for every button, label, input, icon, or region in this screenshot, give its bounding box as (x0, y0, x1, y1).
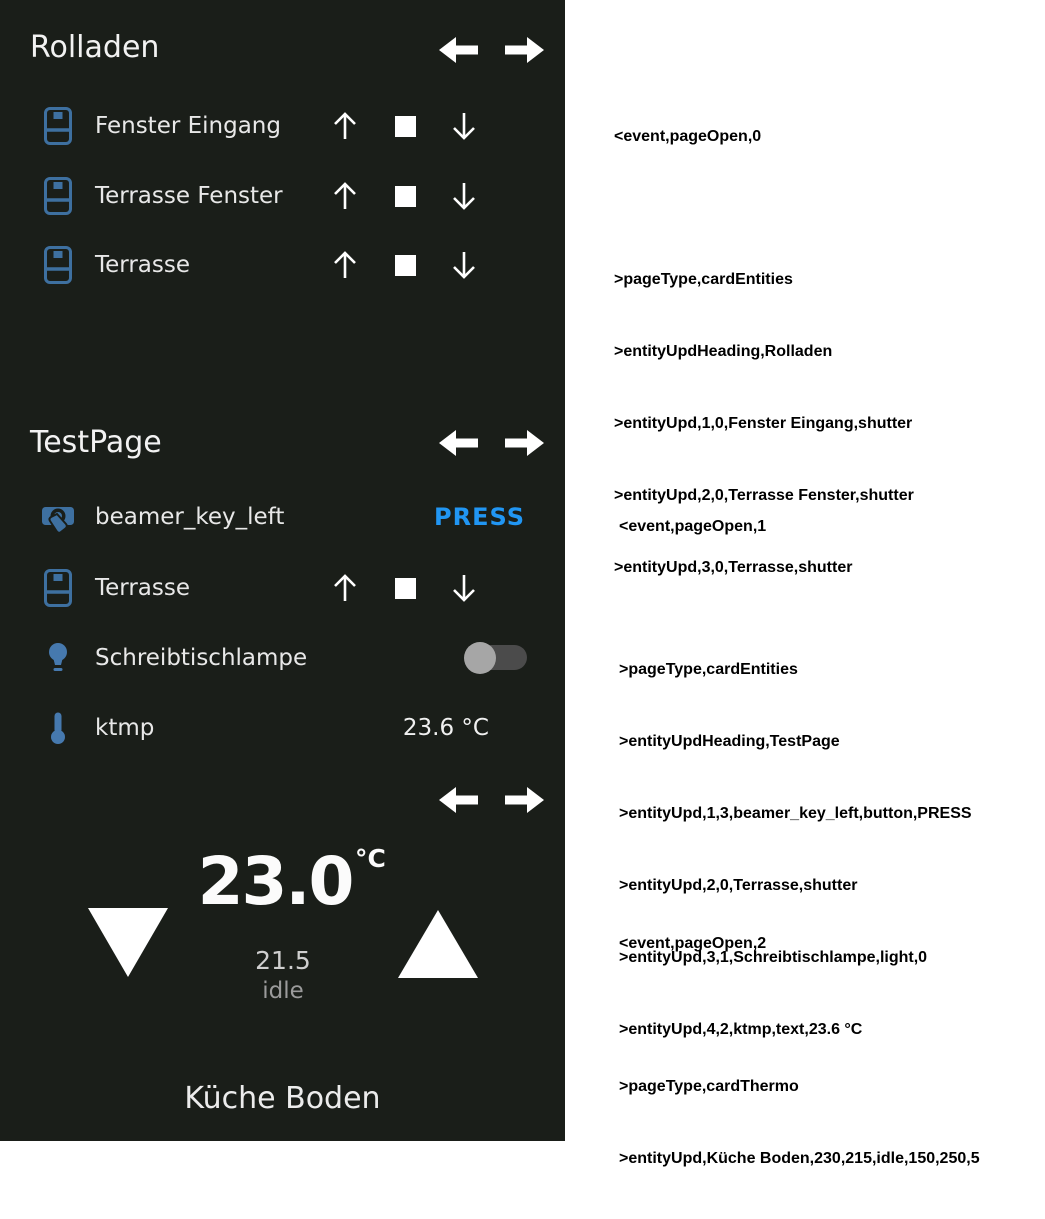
target-temperature: 21.5 (255, 946, 311, 975)
entity-label: Terrasse (95, 575, 191, 601)
shutter-up-button[interactable] (331, 110, 359, 142)
log-line: >entityUpdHeading,TestPage (619, 733, 840, 750)
entity-row-shutter (0, 172, 565, 220)
entity-row-shutter (0, 102, 565, 150)
entity-label: Fenster Eingang (95, 113, 281, 139)
shutter-up-button[interactable] (331, 572, 359, 604)
press-button[interactable]: PRESS (434, 503, 525, 531)
log-event-line: <event,pageOpen,2 (619, 935, 767, 952)
thermostat-title: Küche Boden (184, 1081, 381, 1116)
entity-row-shutter (0, 241, 565, 289)
hvac-state: idle (262, 978, 304, 1004)
shutter-down-button[interactable] (450, 249, 478, 281)
serial-log-page2 (619, 884, 980, 1219)
nav-next-icon[interactable] (505, 35, 545, 65)
page-nav (438, 785, 548, 815)
window-shutter-icon (44, 569, 72, 607)
toggle-knob (464, 642, 496, 674)
entity-row-light (0, 634, 565, 682)
window-shutter-icon (44, 107, 72, 145)
lightbulb-icon (47, 642, 69, 674)
log-line: >entityUpd,1,3,beamer_key_left,button,PRESS (619, 805, 972, 822)
log-gap (619, 587, 972, 610)
sensor-value: 23.6 °C (402, 715, 489, 741)
page-nav (438, 35, 548, 65)
nav-prev-icon[interactable] (438, 35, 478, 65)
entity-row-shutter (0, 564, 565, 612)
entity-label: ktmp (95, 715, 155, 741)
log-event-line: <event,pageOpen,0 (614, 128, 762, 145)
shutter-up-button[interactable] (331, 249, 359, 281)
log-event-line: <event,pageOpen,1 (619, 518, 767, 535)
shutter-stop-button[interactable] (395, 116, 416, 137)
entity-row-text (0, 704, 565, 752)
entity-label: beamer_key_left (95, 504, 285, 530)
page-nav (438, 428, 548, 458)
shutter-stop-button[interactable] (395, 578, 416, 599)
card-testpage (0, 410, 565, 770)
nav-next-icon[interactable] (505, 785, 545, 815)
nav-prev-icon[interactable] (438, 428, 478, 458)
log-line: >entityUpd,3,1,Schreibtischlampe,light,0 (619, 949, 928, 966)
entity-label: Terrasse (95, 252, 191, 278)
card-rolladen (0, 0, 565, 400)
current-temperature: 23.0 (197, 843, 353, 920)
shutter-down-button[interactable] (450, 110, 478, 142)
nav-next-icon[interactable] (505, 428, 545, 458)
log-line: >entityUpd,2,0,Terrasse,shutter (619, 877, 858, 894)
log-line: >entityUpdHeading,Rolladen (614, 343, 833, 360)
entity-label: Schreibtischlampe (95, 645, 308, 671)
setpoint-down-button[interactable] (88, 908, 168, 977)
shutter-stop-button[interactable] (395, 255, 416, 276)
log-line: >entityUpd,3,0,Terrasse,shutter (614, 559, 853, 576)
log-line: >entityUpd,2,0,Terrasse Fenster,shutter (614, 487, 914, 504)
temperature-unit: °C (355, 844, 386, 873)
log-gap (619, 1004, 980, 1027)
window-shutter-icon (44, 246, 72, 284)
nav-prev-icon[interactable] (438, 785, 478, 815)
gesture-tap-button-icon (40, 499, 76, 535)
page-title: TestPage (30, 425, 162, 460)
log-line: >entityUpd,4,2,ktmp,text,23.6 °C (619, 1021, 863, 1038)
shutter-down-button[interactable] (450, 572, 478, 604)
log-line: >pageType,cardEntities (614, 271, 793, 288)
setpoint-up-button[interactable] (398, 910, 478, 978)
log-gap (614, 197, 914, 220)
log-line: >pageType,cardEntities (619, 661, 798, 678)
thermometer-icon (50, 711, 66, 745)
window-shutter-icon (44, 177, 72, 215)
shutter-down-button[interactable] (450, 180, 478, 212)
shutter-stop-button[interactable] (395, 186, 416, 207)
shutter-up-button[interactable] (331, 180, 359, 212)
entity-label: Terrasse Fenster (95, 183, 283, 209)
log-line: >entityUpd,1,0,Fenster Eingang,shutter (614, 415, 913, 432)
entity-row-button (0, 493, 565, 541)
page-title: Rolladen (30, 30, 160, 65)
log-line: >pageType,cardThermo (619, 1078, 799, 1095)
log-line: >entityUpd,Küche Boden,230,215,idle,150,250,5 (619, 1150, 980, 1167)
card-thermo (0, 770, 565, 1141)
light-toggle-off[interactable] (467, 645, 527, 670)
